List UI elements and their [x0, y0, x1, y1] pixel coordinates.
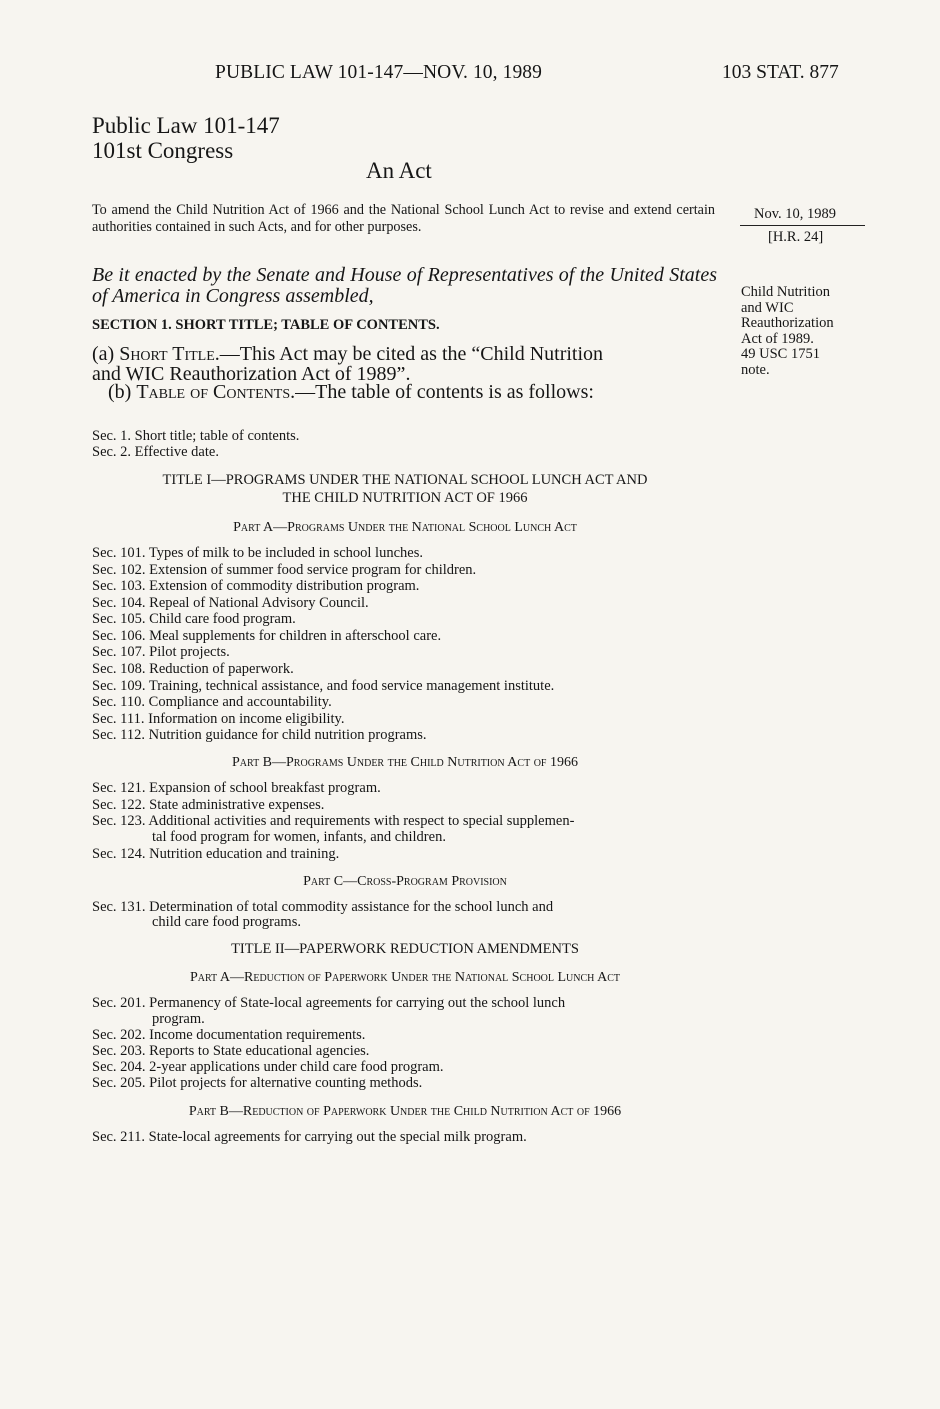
margin-note-line: 49 USC 1751: [741, 346, 820, 362]
toc-part-heading: Part B—Reduction of Paperwork Under the Child Nutrition Act of 1966: [188, 1104, 622, 1119]
toc-entry: Sec. 112. Nutrition guidance for child nutrition programs.: [92, 727, 427, 743]
margin-note-line: Reauthorization: [741, 315, 834, 331]
running-head: PUBLIC LAW 101-147—NOV. 10, 1989: [215, 62, 543, 83]
an-act-heading: An Act: [366, 158, 432, 183]
toc-part-heading: Part B—Programs Under the Child Nutrition Act of 1966: [232, 755, 578, 770]
toc-entry: Sec. 2. Effective date.: [92, 444, 219, 460]
toc-entry: Sec. 203. Reports to State educational agencies.: [92, 1043, 370, 1059]
margin-note: [741, 285, 891, 378]
subsection-a-text: .—This Act may be cited as the “Child Nutrition: [214, 343, 604, 365]
toc-entry: Sec. 107. Pilot projects.: [92, 644, 230, 660]
margin-note-line: Act of 1989.: [741, 330, 814, 347]
statute-citation: 103 STAT. 877: [722, 62, 839, 83]
toc-part-heading: Part A—Programs Under the National School Lunch Act: [233, 520, 577, 535]
toc-entry: Sec. 102. Extension of summer food service program for children.: [92, 562, 477, 578]
toc-entry-continuation: program.: [152, 1011, 205, 1027]
toc-entry: Sec. 106. Meal supplements for children in afterschool care.: [92, 628, 442, 644]
congress: 101st Congress: [92, 138, 234, 163]
toc-entry: Sec. 201. Permanency of State-local agreements for carrying out the school lunch: [92, 995, 566, 1011]
subsection-a-caption: Short Title: [119, 343, 215, 365]
enacting-clause: Be it enacted by the Senate and House of Representatives of the United States of America in Congress assembled,: [92, 264, 717, 307]
toc-entry: Sec. 211. State-local agreements for carrying out the special milk program.: [92, 1129, 527, 1145]
toc-entry: Sec. 109. Training, technical assistance, and food service management institute.: [92, 678, 555, 694]
subsection-a-line2: and WIC Reauthorization Act of 1989”.: [92, 363, 411, 385]
subsection-b-label: (b): [108, 381, 137, 403]
margin-divider: [740, 225, 865, 226]
toc-entry: Sec. 124. Nutrition education and training.: [92, 846, 340, 862]
toc-entry: Sec. 101. Types of milk to be included in school lunches.: [92, 545, 423, 561]
subsection-b-text: .—The table of contents is as follows:: [290, 381, 594, 403]
margin-note-line: and WIC: [741, 299, 794, 316]
toc-part-heading: Part A—Reduction of Paperwork Under the National School Lunch Act: [189, 970, 621, 985]
toc-title-heading: TITLE I—PROGRAMS UNDER THE NATIONAL SCHOOL LUNCH ACT AND: [162, 472, 648, 488]
toc-entry: Sec. 205. Pilot projects for alternative counting methods.: [92, 1075, 423, 1091]
toc-entry: Sec. 121. Expansion of school breakfast program.: [92, 780, 381, 796]
subsection-a-label: (a): [92, 343, 120, 365]
toc-entry: Sec. 122. State administrative expenses.: [92, 797, 325, 813]
toc-entry: Sec. 123. Additional activities and requirements with respect to special supplemen-: [92, 813, 575, 829]
toc-entry-continuation: child care food programs.: [152, 914, 301, 930]
toc-entry: Sec. 202. Income documentation requirements.: [92, 1027, 366, 1043]
section-heading: SECTION 1. SHORT TITLE; TABLE OF CONTENTS.: [92, 317, 440, 333]
toc-title-heading: TITLE II—PAPERWORK REDUCTION AMENDMENTS: [231, 941, 579, 957]
subsection-b-caption: Table of Contents: [136, 381, 291, 403]
long-title: To amend the Child Nutrition Act of 1966 and the National School Lunch Act to revise and extend certain authorities contained in such Acts, and for other purposes.: [92, 202, 715, 235]
toc-entry: Sec. 104. Repeal of National Advisory Council.: [92, 595, 369, 611]
margin-note-line: Child Nutrition: [741, 284, 831, 300]
toc-entry: Sec. 131. Determination of total commodity assistance for the school lunch and: [92, 899, 554, 915]
toc-entry-continuation: tal food program for women, infants, and children.: [152, 829, 446, 845]
toc-entry: Sec. 105. Child care food program.: [92, 611, 296, 627]
toc-entry: Sec. 204. 2-year applications under child care food program.: [92, 1059, 444, 1075]
toc-part-heading: Part C—Cross-Program Provision: [303, 874, 507, 889]
toc-entry: Sec. 108. Reduction of paperwork.: [92, 661, 294, 677]
toc-entry: Sec. 111. Information on income eligibility.: [92, 711, 345, 727]
margin-bill-number: [H.R. 24]: [768, 229, 824, 245]
toc-entry: Sec. 103. Extension of commodity distribution program.: [92, 578, 420, 594]
margin-date: Nov. 10, 1989: [754, 206, 837, 222]
law-number: Public Law 101-147: [92, 113, 280, 138]
subsection-b: [108, 382, 594, 403]
toc-entry: Sec. 110. Compliance and accountability.: [92, 694, 332, 710]
subsection-a-line1: [92, 344, 603, 365]
margin-note-line: note.: [741, 361, 770, 378]
toc-entry: Sec. 1. Short title; table of contents.: [92, 428, 300, 444]
toc-title-heading: THE CHILD NUTRITION ACT OF 1966: [282, 490, 528, 506]
